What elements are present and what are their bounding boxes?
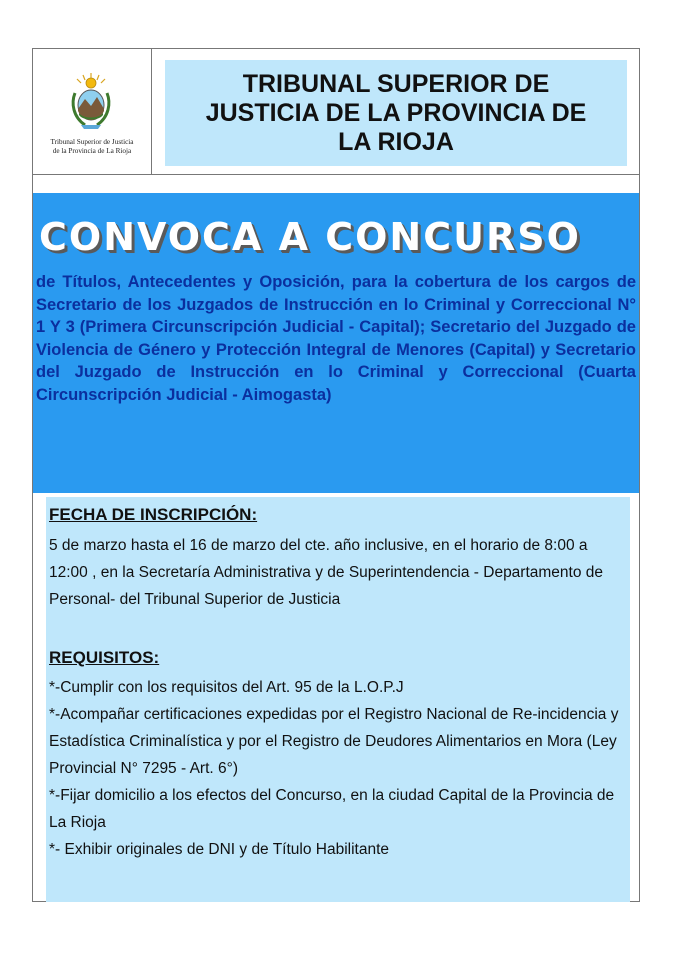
requisitos-list	[49, 674, 627, 863]
title-box	[165, 60, 627, 166]
details-box	[46, 497, 630, 902]
logo-caption-line2: de la Provincia de La Rioja	[52, 147, 132, 155]
fecha-text: 5 de marzo hasta el 16 de marzo del cte. año inclusive, en el horario de 8:00 a 12:00 , en la Secretaría Administrativa y de Superintendencia - Departamento de Personal- del Tribunal Superior de Justicia	[49, 537, 604, 608]
headline: CONVOCA A CONCURSO	[39, 215, 581, 259]
header	[33, 49, 639, 175]
announcement-band	[33, 193, 639, 493]
coat-of-arms-icon	[69, 71, 113, 131]
requisito-item: *-Fijar domicilio a los efectos del Concurso, en la ciudad Capital de la Provincia de La Rioja	[49, 787, 615, 831]
requisito-item: *- Exhibir originales de DNI y de Título Habilitante	[49, 841, 390, 858]
page-title: TRIBUNAL SUPERIOR DE JUSTICIA DE LA PROVINCIA DE LA RIOJA	[205, 69, 587, 156]
logo-caption-line1: Tribunal Superior de Justicia	[50, 138, 134, 146]
requisito-item: *-Cumplir con los requisitos del Art. 95 de la L.O.P.J	[49, 679, 404, 696]
poster-frame	[32, 48, 640, 902]
fecha-heading: FECHA DE INSCRIPCIÓN:	[49, 505, 258, 524]
requisito-item: *-Acompañar certificaciones expedidas por el Registro Nacional de Re-incidencia y Estadística Criminalística y por el Registro de Deudores Alimentarios en Mora (Ley Provincial N° 7295 - Art. 6°)	[49, 706, 619, 777]
intro-text: de Títulos, Antecedentes y Oposición, para la cobertura de los cargos de Secretario de los Juzgados de Instrucción en lo Criminal y Correccional N° 1 Y 3 (Primera Circunscripción Judicial - Capital); Secretario del Juzgado de Violencia de Género y Protección Integral de Menores (Capital) y Secretario del Juzgado de Instrucción en lo Criminal y Correccional (Cuarta Circunscripción Judicial - Aimogasta)	[36, 273, 636, 404]
logo-cell	[33, 49, 152, 174]
logo-caption	[35, 138, 149, 156]
requisitos-heading: REQUISITOS:	[49, 648, 160, 667]
